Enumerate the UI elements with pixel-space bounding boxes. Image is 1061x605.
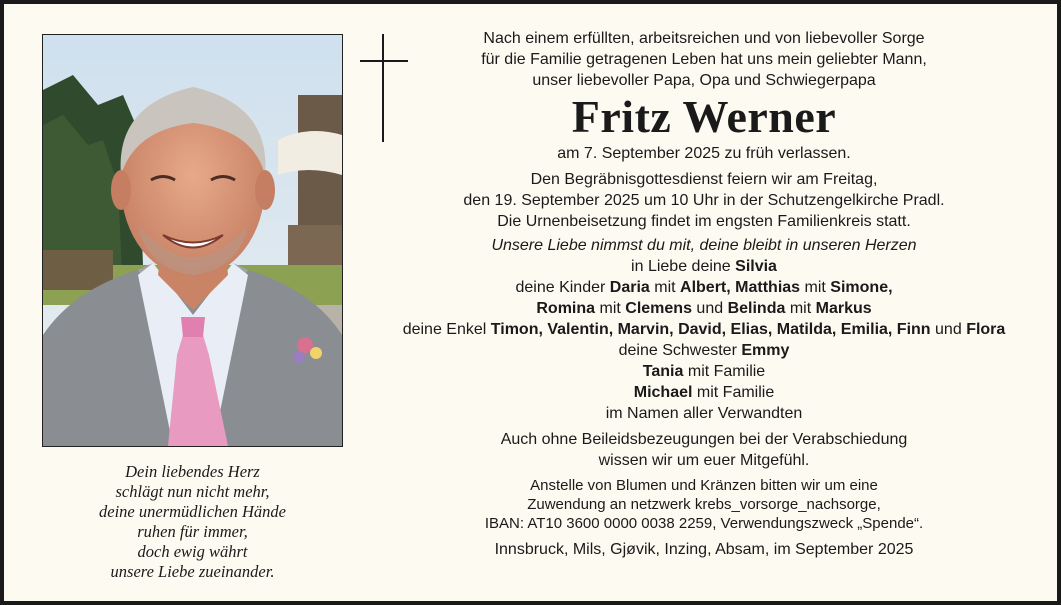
motto: Unsere Liebe nimmst du mit, deine bleibt in unseren Herzen	[491, 237, 917, 254]
service-line: Den Begräbnisgottesdienst feiern wir am Freitag,	[530, 171, 878, 188]
date-line: am 7. September 2025 zu früh verlassen.	[557, 145, 851, 162]
mourner-name: Flora	[966, 321, 1006, 338]
mourner-connector: mit	[654, 279, 676, 296]
mourner-connector: und	[696, 300, 724, 317]
mourner-name: Romina	[536, 300, 596, 317]
donation-line: Anstelle von Blumen und Kränzen bitten wir um eine	[530, 477, 878, 494]
mourner-kids-line1	[376, 277, 1032, 298]
mourner-name: Silvia	[735, 258, 777, 275]
mourner-name: Markus	[815, 300, 872, 317]
mourner-name: Simone,	[830, 279, 893, 296]
mourner-name: Tania	[642, 363, 684, 380]
mourner-prefix: in Liebe deine	[631, 258, 731, 275]
mourner-connector: mit	[789, 300, 812, 317]
donation-line: Zuwendung an netzwerk krebs_vorsorge_nachsorge,	[527, 496, 881, 513]
poem-line: schlägt nun nicht mehr,	[115, 482, 270, 501]
portrait-illustration	[43, 35, 342, 446]
condolence-line: Auch ohne Beileidsbezeugungen bei der Verabschiedung	[500, 431, 908, 448]
condolence-line: wissen wir um euer Mitgefühl.	[598, 452, 810, 469]
intro-line: für die Familie getragenen Leben hat uns mein geliebter Mann,	[481, 51, 927, 68]
mourner-prefix: deine Enkel	[402, 321, 487, 338]
mourner-name: Belinda	[727, 300, 786, 317]
mourner-prefix: deine Schwester	[618, 342, 737, 359]
mourner-relatives: im Namen aller Verwandten	[605, 405, 803, 422]
portrait-photo	[42, 34, 343, 447]
service-line: Die Urnenbeisetzung findet im engsten Familienkreis statt.	[497, 213, 911, 230]
mourner-connector: mit	[599, 300, 621, 317]
poem-line: doch ewig währt	[137, 542, 248, 561]
poem-line: Dein liebendes Herz	[125, 462, 260, 481]
mourner-suffix: mit Familie	[696, 384, 775, 401]
mourner-michael	[376, 382, 1032, 403]
mourner-name: Clemens	[625, 300, 692, 317]
mourner-suffix: mit Familie	[687, 363, 766, 380]
poem	[42, 462, 343, 582]
mourner-name: Daria	[609, 279, 650, 296]
poem-line: unsere Liebe zueinander.	[110, 562, 275, 581]
mourner-name: Matthias	[735, 279, 801, 296]
place-line: Innsbruck, Mils, Gjøvik, Inzing, Absam, im September 2025	[494, 541, 914, 558]
mourner-sister	[376, 340, 1032, 361]
intro-line: unser liebevoller Papa, Opa und Schwiegerpapa	[532, 72, 876, 89]
mourner-wife	[376, 256, 1032, 277]
mourner-connector: mit	[804, 279, 826, 296]
mourner-name: Michael	[633, 384, 693, 401]
donation-line: IBAN: AT10 3600 0000 0038 2259, Verwendungszweck „Spende“.	[484, 515, 924, 532]
mourner-prefix: deine Kinder	[515, 279, 606, 296]
intro-line: Nach einem erfüllten, arbeitsreichen und von liebevoller Sorge	[483, 30, 925, 47]
mourner-grandkids	[376, 319, 1032, 340]
mourner-name: Albert,	[680, 279, 731, 296]
mourner-tania	[376, 361, 1032, 382]
obituary-text	[376, 28, 1032, 560]
deceased-name: Fritz Werner	[571, 91, 837, 142]
poem-line: deine unermüdlichen Hände	[99, 502, 286, 521]
mourner-name: Emmy	[741, 342, 790, 359]
mourner-name: Timon, Valentin, Marvin, David, Elias, Matilda, Emilia, Finn	[490, 321, 931, 338]
poem-line: ruhen für immer,	[137, 522, 248, 541]
service-line: den 19. September 2025 um 10 Uhr in der Schutzengelkirche Pradl.	[463, 192, 945, 209]
mourner-connector: und	[935, 321, 962, 338]
mourner-kids-line2	[376, 298, 1032, 319]
